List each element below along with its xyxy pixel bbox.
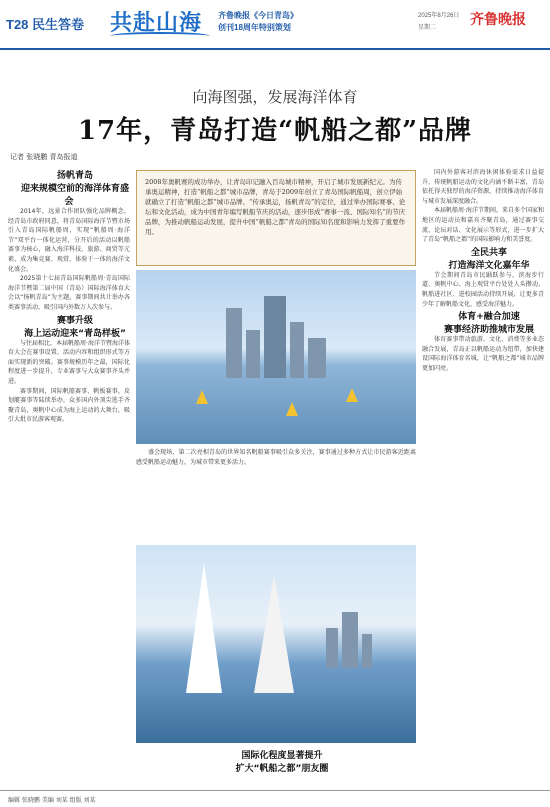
- newspaper-logo: 齐鲁晚报: [470, 12, 526, 28]
- paragraph: 与往届相比，本届帆船周·海洋节暨海洋体育大会在赛事设置、活动内容和组织形式等方面实现新的突破。赛事规模历年之最，国际化程度进一步提升，专业赛事与大众赛事齐头并进。: [8, 339, 130, 385]
- lead-summary-box: 2008年奥帆赛的成功举办，让青岛印记融入百岛城市精神，开启了城市发展新纪元。为传承奥运精神，打造“帆船之都”城市品牌，青岛于2009年创立了青岛国际帆船周，创立伊始就确立了打造“帆船之都”城市品牌、“传承奥运，扬帆青岛”的定位，通过举办国际赛事、论坛和文化活动，成为中国青年编写帆船节庆的活动，逐步形成“赛事一流、国际知名”的节庆品牌，为推动帆船运动发展，提升中国“帆船之都”青岛的国际知名度和影响力发挥了重要作用。: [136, 170, 416, 266]
- sail-icon: [254, 575, 294, 693]
- building: [342, 612, 358, 668]
- paragraph: 2014年，远景合作团队强化品牌概念，经青岛市政府同意，将青岛国际海洋节暨市场引入青岛国际帆船周，实现“帆船周·海洋节”双平台一体化运营，分开后的活动以帆船赛事为核心，融入海洋科技、旅游、商贸等元素，成为集竞赛、观赏、体验于一体的海洋文化盛会。: [8, 208, 130, 273]
- subhead-2: 赛事升级: [56, 315, 93, 326]
- paragraph: 2025第十七届青岛国际帆船周·青岛国际海洋节暨第二届中国（青岛）国际海洋体育大会以“扬帆青岛”为主题，赛事期间共计举办各类赛事活动，吸引国内外数万人次参与。: [8, 275, 130, 311]
- brand-title: [110, 6, 210, 36]
- subhead-2b: 海上运动迎来“青岛样板”: [24, 328, 126, 339]
- section-label: T28 民生答卷: [6, 17, 85, 32]
- paragraph: 体育赛事带动旅游、文化、消费等多业态融合发展，青岛正以帆船运动为纽带，加快建设国际海洋体育名城，让“帆船之都”城市品牌更加闪亮。: [422, 336, 544, 372]
- subhead-4: 体育+融合加速: [458, 312, 520, 323]
- harbor-city-photo: [136, 270, 416, 444]
- building: [326, 628, 338, 668]
- column-middle-upper: [136, 448, 416, 542]
- column-left: [8, 168, 130, 786]
- issue-date: 2025年8月26日: [418, 13, 460, 19]
- sailboat-icon: [286, 402, 298, 416]
- page-footer: [0, 790, 550, 807]
- paragraph: 盛会现场，第二次亮相青岛的世界知名帆船赛事吸引众多关注，赛事通过多种方式让市民游客近距离感受帆船运动魅力，为城市带来更多活力。: [136, 449, 416, 466]
- sailboat-icon: [346, 388, 358, 402]
- sailing-race-photo: [136, 545, 416, 743]
- article-headline: 17年，青岛打造“帆船之都”品牌: [77, 116, 473, 146]
- building: [290, 322, 304, 378]
- sail-icon: [186, 563, 222, 693]
- wave-icon: [110, 32, 210, 40]
- article-kicker: 向海图强，发展海洋体育: [192, 88, 358, 106]
- paragraph: 赛事期间，国际帆船赛事、帆板赛事、皮划艇赛事等陆续举办，众多国内外顶尖选手齐聚青岛，奥帆中心成为海上运动的大舞台，吸引大批市民游客观赛。: [8, 387, 130, 424]
- tagline-1: 齐鲁晚报《今日青岛》: [218, 11, 298, 20]
- tagline-2: 创刊18周年特别策划: [218, 23, 291, 32]
- footer-credits: 编辑 张晓鹏 美编 刘某 组版 刘某: [8, 797, 96, 804]
- subhead-mid: 国际化程度显著提升: [241, 751, 323, 761]
- brand-text: 共赴山海: [110, 10, 203, 36]
- paragraph: 本届帆船周·海洋节期间，来自多个国家和地区的运动员和嘉宾齐聚青岛，通过赛事交流、论坛对话、文化展示等形式，进一步扩大了青岛“帆船之都”的国际影响力和美誉度。: [422, 207, 544, 244]
- building: [226, 308, 242, 378]
- column-right: [422, 168, 544, 786]
- subhead-3: 全民共享: [470, 247, 507, 258]
- subhead-3b: 打造海洋文化嘉年华: [448, 260, 530, 271]
- building: [246, 330, 260, 378]
- building: [308, 338, 326, 378]
- building: [264, 296, 286, 378]
- issue-weekday: 星期二: [418, 25, 437, 31]
- paragraph: 节会期间青岛市民踊跃参与，滨海步行道、奥帆中心、海上观赏平台处处人头攒动。帆船进社区、进校园活动持续开展，让更多青少年了解帆船文化，感受海洋魅力。: [422, 271, 544, 308]
- article-byline: 记者 张晓鹏 青岛报道: [10, 153, 78, 161]
- subhead-4b: 赛事经济助推城市发展: [443, 325, 534, 336]
- subhead-1b: 迎来规模空前的海洋体育盛会: [20, 184, 129, 207]
- column-middle-lower: [136, 748, 416, 788]
- paragraph: 国内外游客对滨海休闲体验需求日益提升，传统帆船运动的文化内涵不断丰富，青岛依托得天独厚的海洋资源，持续推动海洋体育与城市发展深度融合。: [422, 169, 544, 205]
- building: [362, 634, 372, 668]
- masthead: [0, 0, 550, 50]
- subhead-1: 扬帆青岛: [56, 171, 93, 181]
- sailboat-icon: [196, 390, 208, 404]
- subhead-mid-b: 扩大“帆船之都”朋友圈: [235, 764, 329, 774]
